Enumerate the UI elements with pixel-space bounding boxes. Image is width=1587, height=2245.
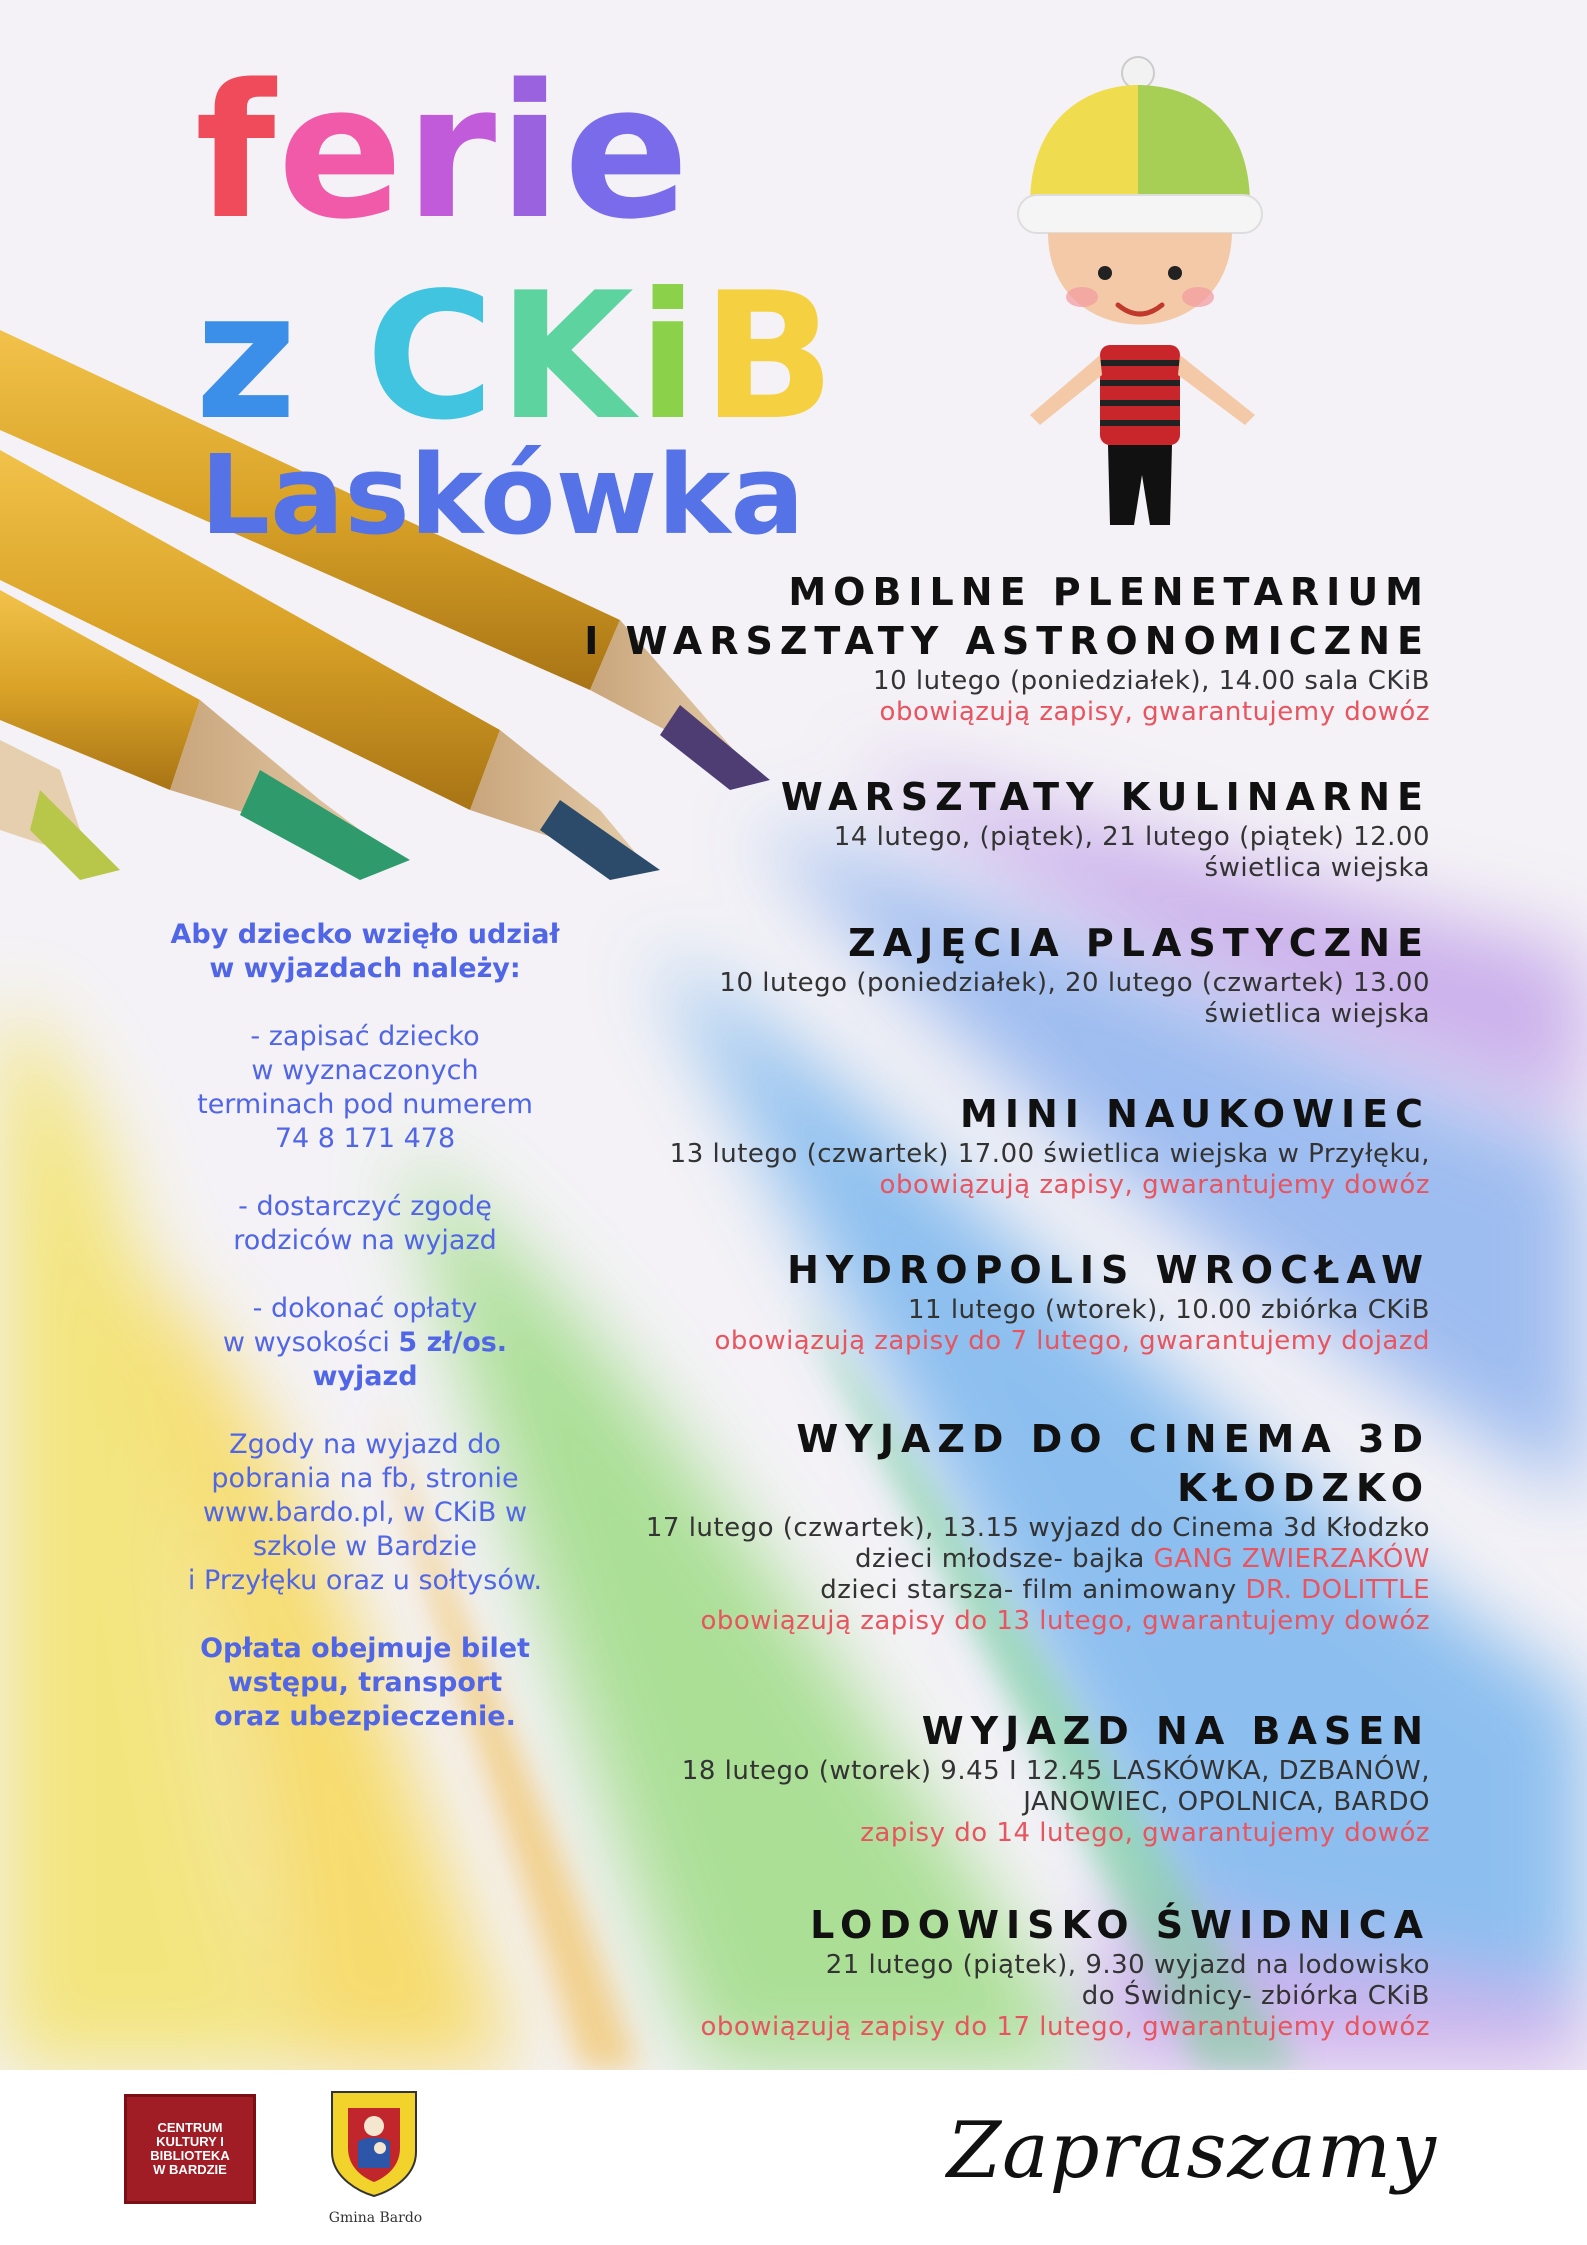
kid-mascot-illustration <box>1010 55 1280 535</box>
event-detail: dzieci młodsze- bajka <box>855 1544 1154 1574</box>
event-detail: 10 lutego (poniedziałek), 14.00 sala CKiB <box>873 666 1430 696</box>
event-detail-line <box>550 1326 1430 1357</box>
info-heading-2: w wyjazdach należy: <box>209 953 521 984</box>
event-detail-line <box>550 1544 1430 1575</box>
event-detail: 11 lutego (wtorek), 10.00 zbiórka CKiB <box>907 1295 1430 1325</box>
event-item <box>550 1901 1430 2043</box>
event-detail-line <box>550 1170 1430 1201</box>
event-detail: JANOWIEC, OPOLNICA, BARDO <box>1023 1787 1430 1817</box>
event-detail-line <box>550 697 1430 728</box>
title_line1-letter: i <box>498 44 564 260</box>
event-detail-line <box>550 1818 1430 1849</box>
event-detail: świetlica wiejska <box>1204 999 1430 1029</box>
event-item <box>550 773 1430 884</box>
event-detail-line <box>550 1981 1430 2012</box>
event-detail: do Świdnicy- zbiórka CKiB <box>1081 1981 1430 2011</box>
gmina-label: Gmina Bardo <box>328 2210 423 2226</box>
consents-line: szkole w Bardzie <box>253 1531 477 1562</box>
event-item <box>550 1246 1430 1357</box>
event-detail: 17 lutego (czwartek), 13.15 wyjazd do Cinema 3d Kłodzko <box>645 1513 1430 1543</box>
price-note-line: wstępu, transport <box>227 1667 503 1698</box>
step1-line: w wyznaczonych <box>251 1055 479 1086</box>
event-detail-line <box>550 999 1430 1030</box>
title_line2-letter: C <box>365 256 499 459</box>
event-detail-line <box>550 822 1430 853</box>
ckib-logo <box>124 2094 256 2204</box>
event-detail-line <box>550 1295 1430 1326</box>
consents-line: pobrania na fb, stronie <box>211 1463 519 1494</box>
trip-requirements-info <box>145 918 585 1734</box>
step1-line: - zapisać dziecko <box>250 1021 480 1052</box>
step3-line <box>145 1326 585 1360</box>
event-detail-line <box>550 1787 1430 1818</box>
title_line1-letter: r <box>404 44 499 260</box>
event-detail: 14 lutego, (piątek), 21 lutego (piątek) 12.00 <box>833 822 1430 852</box>
title_line2-letter: B <box>701 256 840 459</box>
event-detail-line <box>550 2012 1430 2043</box>
logo-text: CENTRUM <box>157 2120 223 2135</box>
event-title: WARSZTATY KULINARNE <box>780 775 1430 819</box>
event-detail: 21 lutego (piątek), 9.30 wyjazd na lodowisko <box>825 1950 1430 1980</box>
event-detail: dzieci starsza- film animowany <box>820 1575 1246 1605</box>
consents-line: www.bardo.pl, w CKiB w <box>202 1497 528 1528</box>
event-title: WYJAZD NA BASEN <box>921 1709 1430 1753</box>
event-note: obowiązują zapisy do 13 lutego, gwarantujemy dowóz <box>700 1606 1430 1636</box>
title_line2-letter: z <box>195 256 301 459</box>
footer <box>0 2070 1587 2245</box>
step2-line: - dostarczyć zgodę <box>238 1191 492 1222</box>
event-item <box>550 1415 1430 1637</box>
event-item <box>550 919 1430 1030</box>
event-item <box>550 1707 1430 1849</box>
event-title: HYDROPOLIS WROCŁAW <box>787 1248 1430 1292</box>
step1-line: terminach pod numerem <box>197 1089 533 1120</box>
logo-text: W BARDZIE <box>153 2162 227 2177</box>
title_line1-letter: e <box>277 44 405 260</box>
event-item <box>550 1090 1430 1201</box>
events-list <box>550 568 1430 2043</box>
consents-line: Zgody na wyjazd do <box>229 1429 501 1460</box>
price-note-line: oraz ubezpieczenie. <box>214 1701 516 1732</box>
title-line-laskowka: Laskówka <box>200 431 805 559</box>
event-note: obowiązują zapisy, gwarantujemy dowóz <box>879 697 1430 727</box>
event-title: MINI NAUKOWIEC <box>960 1092 1430 1136</box>
event-detail: 13 lutego (czwartek) 17.00 świetlica wiejska w Przyłęku, <box>669 1139 1430 1169</box>
invite-text: Zapraszamy <box>946 2106 1437 2196</box>
phone-number: 74 8 171 478 <box>274 1123 456 1154</box>
event-detail-line <box>550 968 1430 999</box>
title_line2-letter <box>301 256 366 459</box>
event-title: LODOWISKO ŚWIDNICA <box>810 1903 1430 1947</box>
title_line2-letter: K <box>498 256 638 459</box>
title-line-z-ckib <box>195 256 840 459</box>
event-note: zapisy do 14 lutego, gwarantujemy dowóz <box>860 1818 1430 1848</box>
price: 5 zł/os. <box>398 1327 508 1358</box>
title-line-ferie <box>195 44 692 260</box>
gmina-bardo-crest-icon <box>328 2088 420 2198</box>
logo-text: BIBLIOTEKA <box>150 2148 230 2163</box>
event-title: I WARSZTATY ASTRONOMICZNE <box>584 619 1430 663</box>
event-note: DR. DOLITTLE <box>1245 1575 1430 1605</box>
step3-line: - dokonać opłaty <box>252 1293 478 1324</box>
title_line1-letter: e <box>563 44 692 260</box>
consents-line: i Przyłęku oraz u sołtysów. <box>187 1565 543 1596</box>
event-note: obowiązują zapisy do 17 lutego, gwarantujemy dowóz <box>700 2012 1430 2042</box>
event-detail-line <box>550 1606 1430 1637</box>
event-detail-line <box>550 1575 1430 1606</box>
event-item <box>550 568 1430 728</box>
event-detail: 10 lutego (poniedziałek), 20 lutego (czwartek) 13.00 <box>719 968 1430 998</box>
title_line2-letter: i <box>637 256 702 459</box>
event-detail-line <box>550 1139 1430 1170</box>
event-detail-line <box>550 1756 1430 1787</box>
step2-line: rodziców na wyjazd <box>233 1225 497 1256</box>
step3-line: wyjazd <box>312 1361 418 1392</box>
event-title: WYJAZD DO CINEMA 3D KŁODZKO <box>796 1417 1430 1510</box>
info-heading-1: Aby dziecko wzięło udział <box>170 919 560 950</box>
event-detail-line <box>550 666 1430 697</box>
price-note-line: Opłata obejmuje bilet <box>200 1633 530 1664</box>
event-detail-line <box>550 853 1430 884</box>
event-detail-line <box>550 1513 1430 1544</box>
step3-text: w wysokości <box>222 1327 399 1358</box>
event-note: GANG ZWIERZAKÓW <box>1153 1544 1430 1574</box>
event-note: obowiązują zapisy do 7 lutego, gwarantujemy dojazd <box>714 1326 1430 1356</box>
event-note: obowiązują zapisy, gwarantujemy dowóz <box>879 1170 1430 1200</box>
event-detail: świetlica wiejska <box>1204 853 1430 883</box>
event-detail-line <box>550 1950 1430 1981</box>
event-title: ZAJĘCIA PLASTYCZNE <box>848 921 1430 965</box>
title_line1-letter: f <box>195 44 278 260</box>
event-detail: 18 lutego (wtorek) 9.45 I 12.45 LASKÓWKA, DZBANÓW, <box>681 1756 1430 1786</box>
event-title: MOBILNE PLENETARIUM <box>788 570 1430 614</box>
logo-text: KULTURY I <box>156 2134 224 2149</box>
